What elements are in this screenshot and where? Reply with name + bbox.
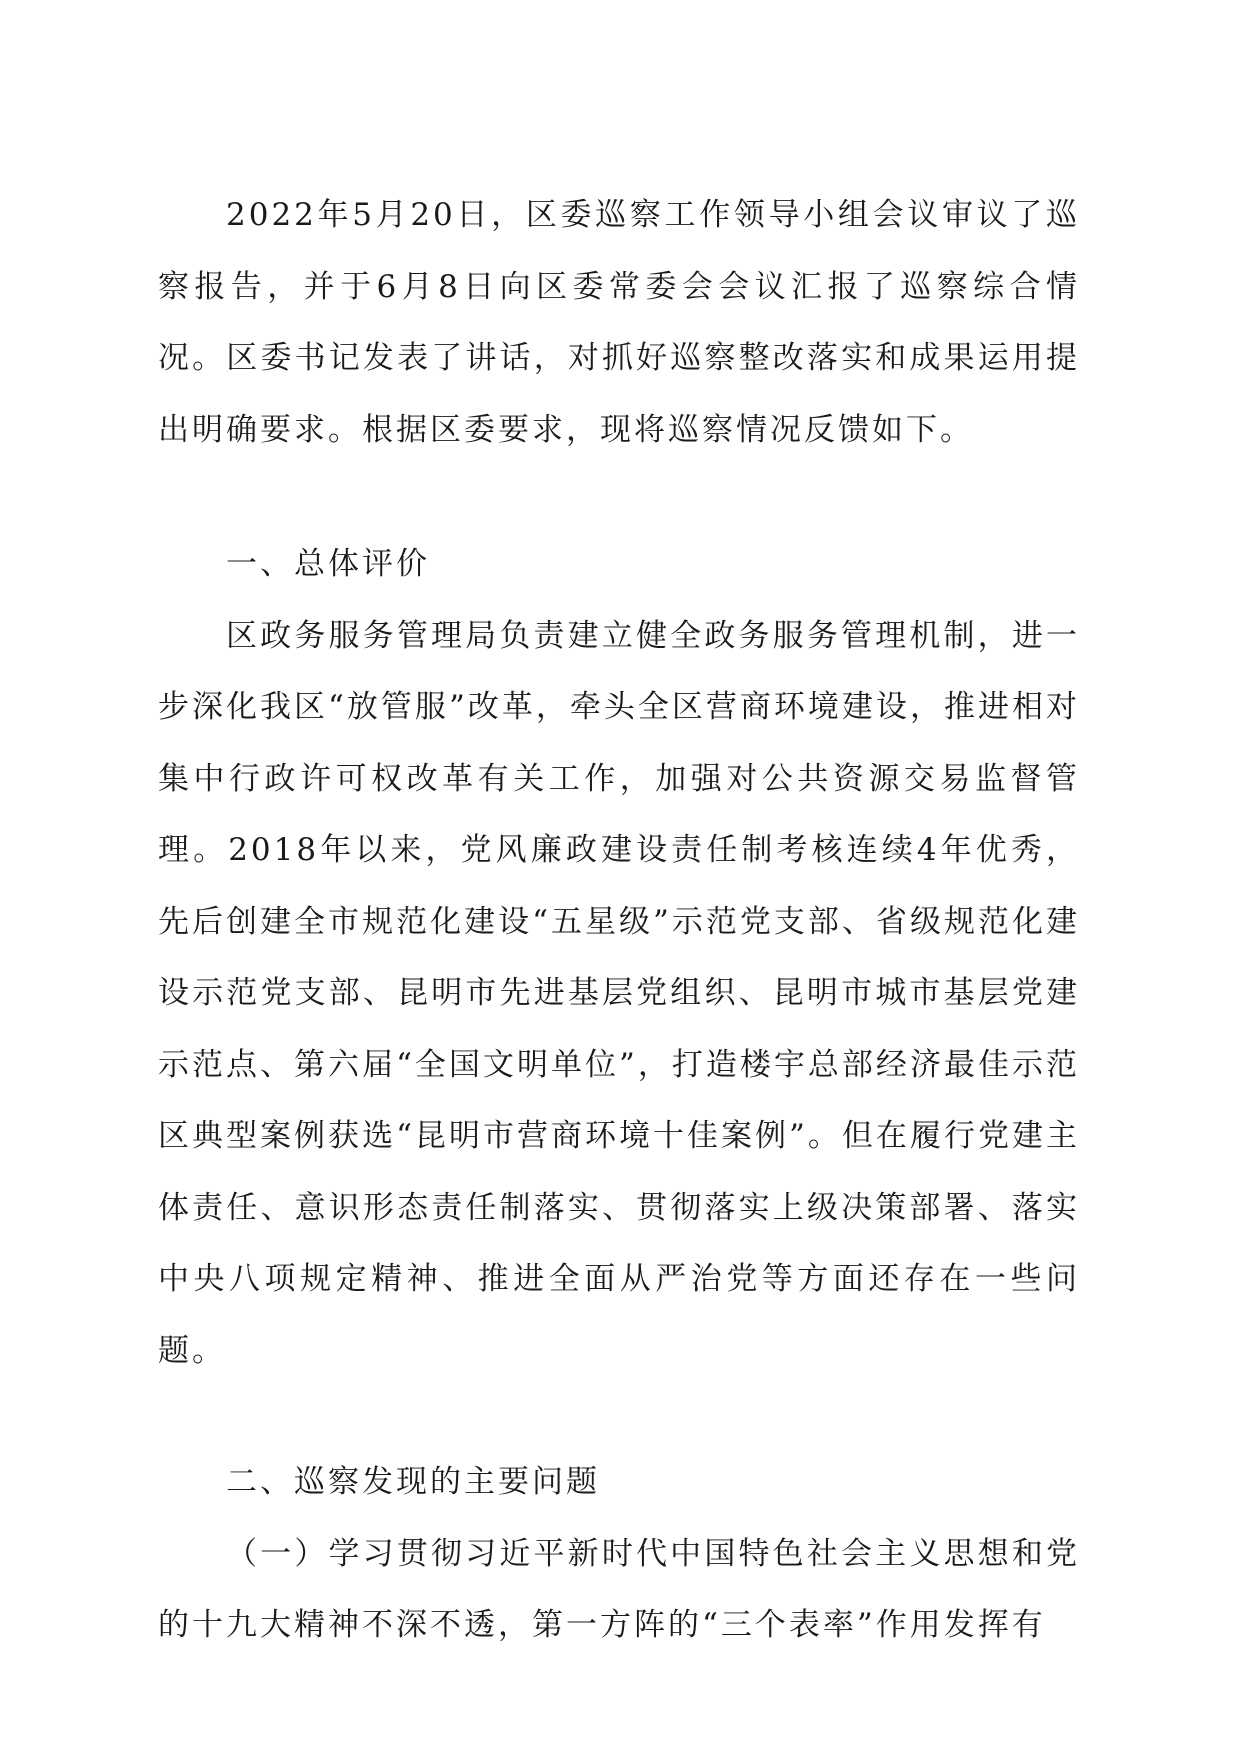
section-1-heading: 一、总体评价 — [226, 546, 430, 582]
intro-paragraph: 2022年5月20日，区委巡察工作领导小组会议审议了巡察报告，并于6月8日向区委常委会会议汇报了巡察综合情况。区委书记发表了讲话，对抓好巡察整改落实和成果运用提出明确要求。根据区委要求，现将巡察情况反馈如下。 — [158, 197, 1080, 448]
document-page — [158, 180, 1080, 1662]
spacer — [158, 466, 1080, 529]
section-2-heading: 二、巡察发现的主要问题 — [226, 1464, 600, 1500]
spacer — [158, 1387, 1080, 1447]
section-2-paragraph: （一）学习贯彻习近平新时代中国特色社会主义思想和党的十九大精神不深不透，第一方阵的“三个表率”作用发挥有 — [158, 1535, 1080, 1643]
section-1-paragraph: 区政务服务管理局负责建立健全政务服务管理机制，进一步深化我区“放管服”改革，牵头全区营商环境建设，推进相对集中行政许可权改革有关工作，加强对公共资源交易监督管理。2018年以来，党风廉政建设责任制考核连续4年优秀，先后创建全市规范化建设“五星级”示范党支部、省级规范化建设示范党支部、昆明市先进基层党组织、昆明市城市基层党建示范点、第六届“全国文明单位”，打造楼宇总部经济最佳示范区典型案例获选“昆明市营商环境十佳案例”。但在履行党建主体责任、意识形态责任制落实、贯彻落实上级决策部署、落实中央八项规定精神、推进全面从严治党等方面还存在一些问题。 — [158, 617, 1080, 1369]
